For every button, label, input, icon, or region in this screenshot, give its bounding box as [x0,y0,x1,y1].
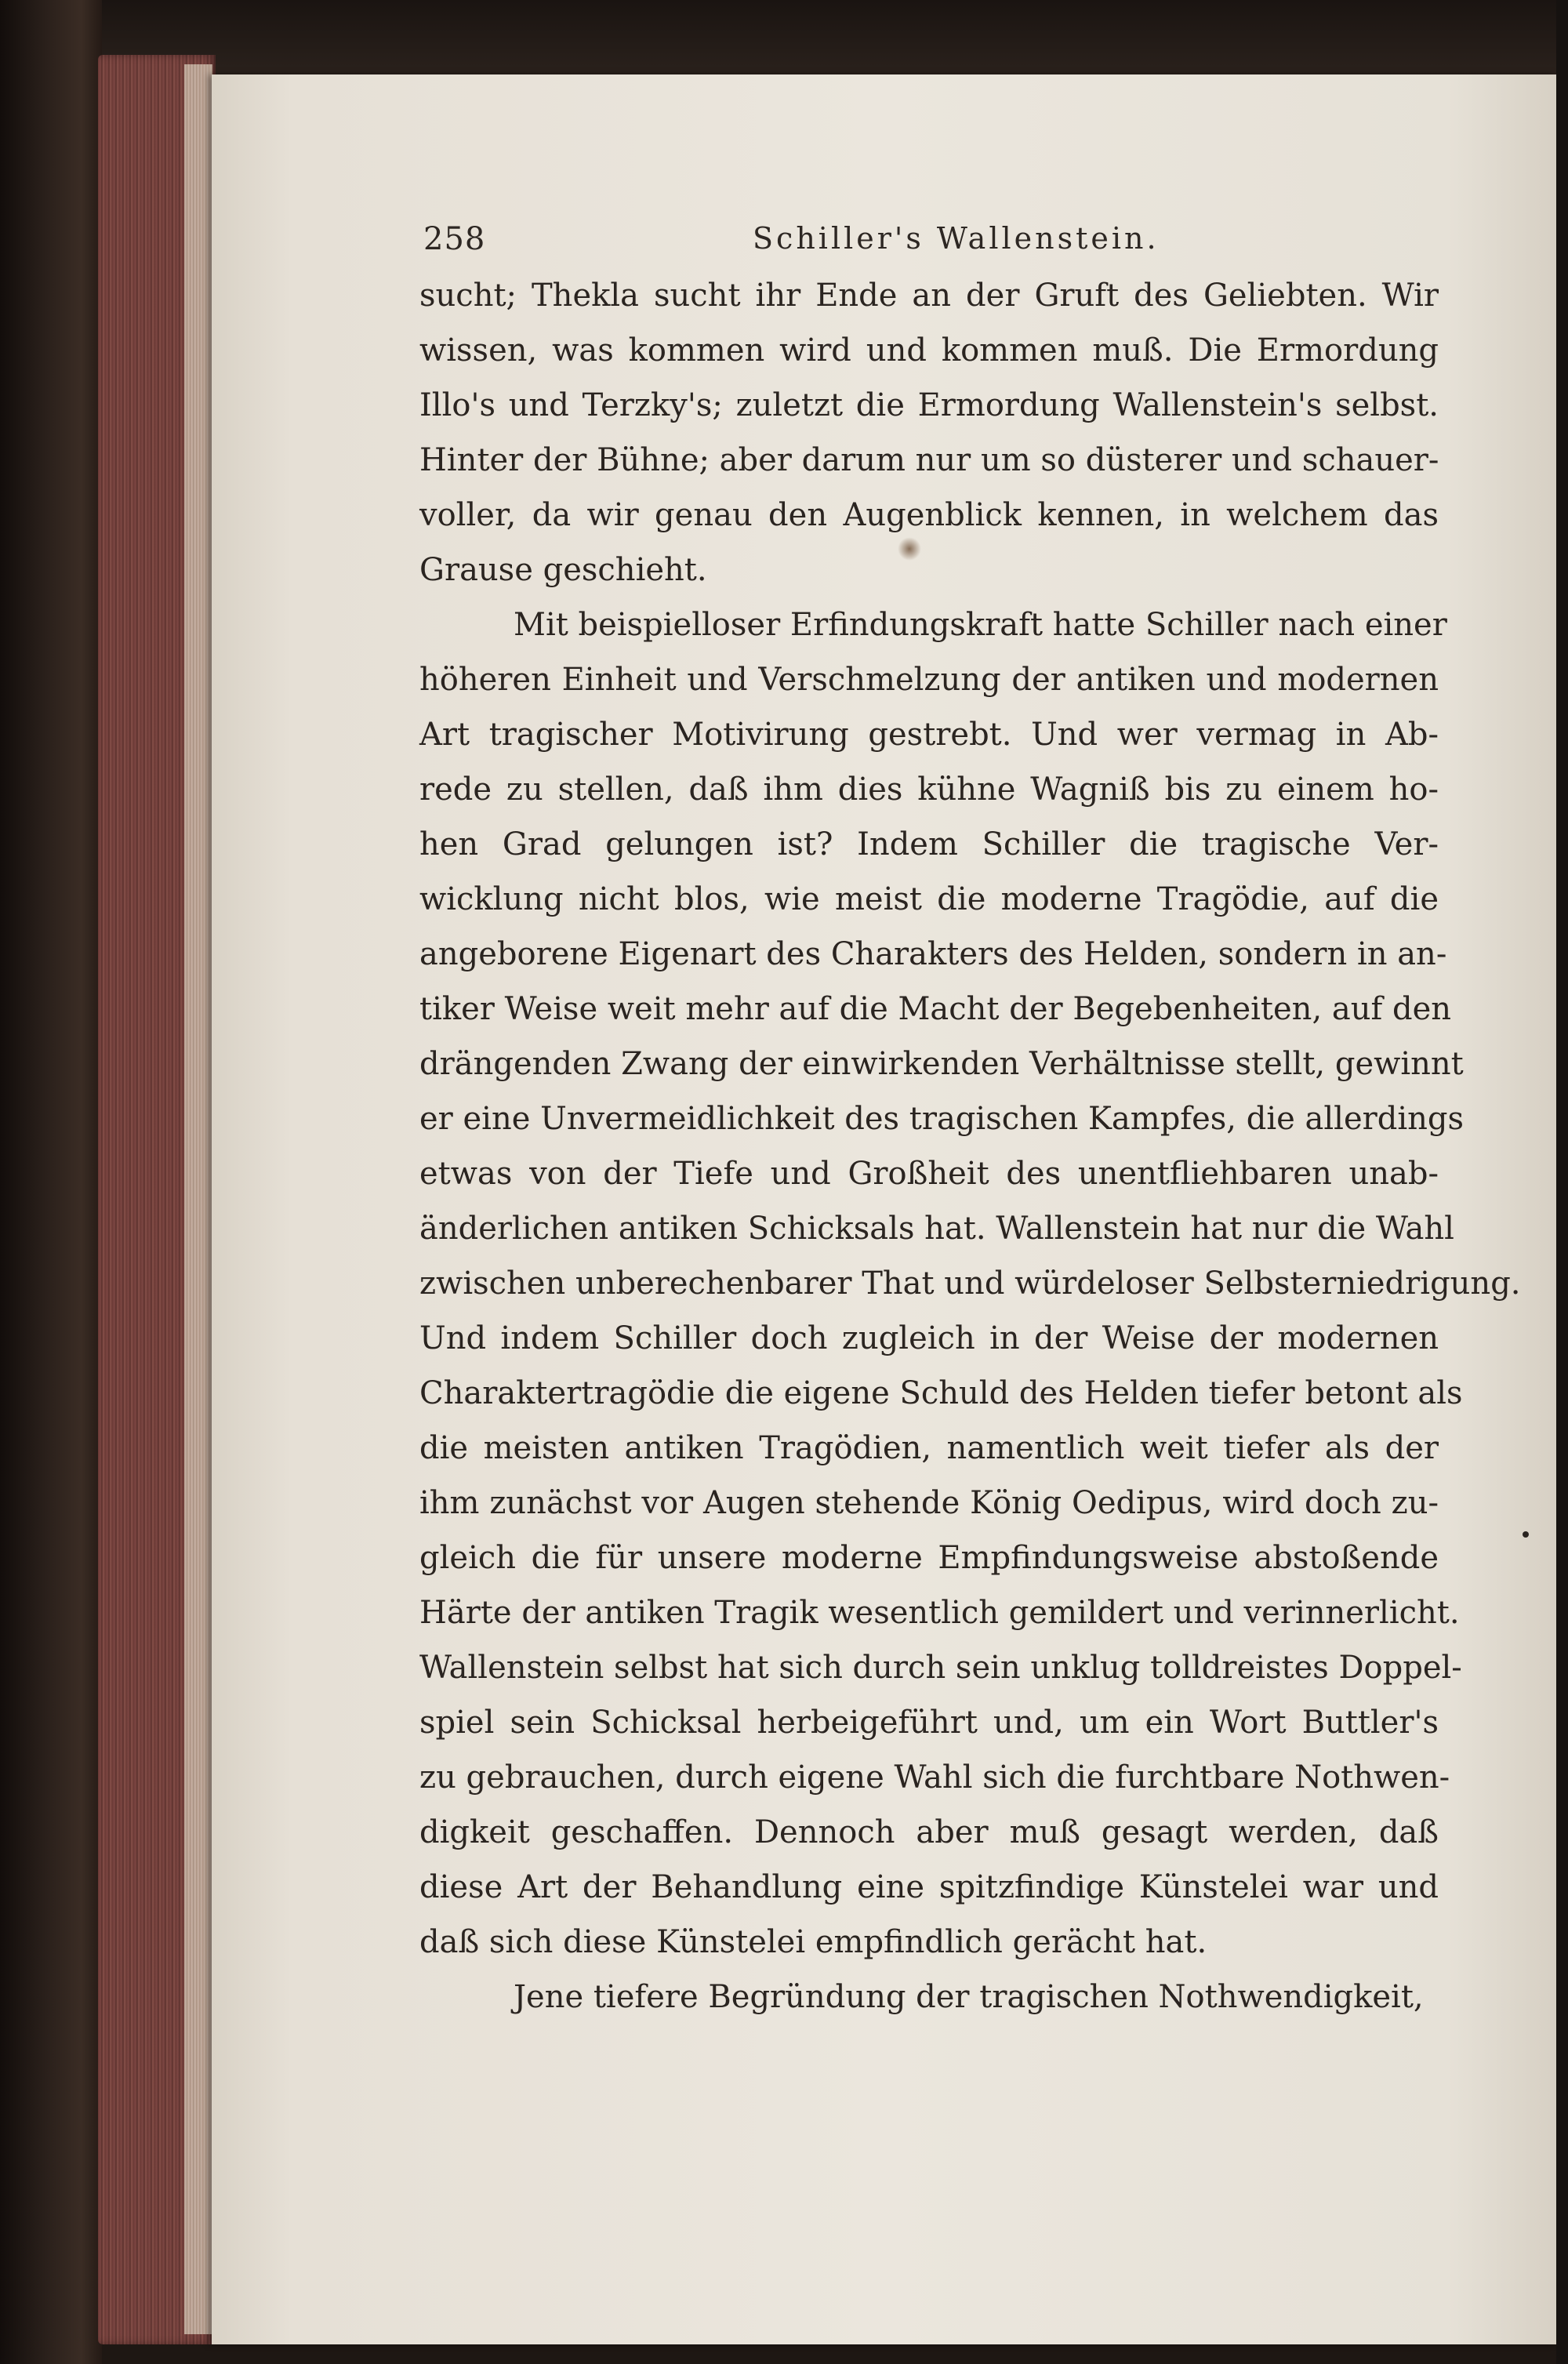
text-line: Und indem Schiller doch zugleich in der Weise der modernen [419,1320,1439,1356]
text-line: Charaktertragödie die eigene Schuld des Helden tiefer betont als [419,1375,1463,1411]
text-line: Art tragischer Motivirung gestrebt. Und wer vermag in Ab- [419,717,1439,753]
scan-background-top [102,0,1568,74]
page-number: 258 [423,221,486,257]
text-line: Illo's und Terzky's; zuletzt die Ermordung Wallenstein's selbst. [419,387,1439,423]
ink-dot [1523,1531,1529,1538]
text-line: ihm zunächst vor Augen stehende König Oedipus, wird doch zu- [419,1485,1439,1521]
text-line: höheren Einheit und Verschmelzung der antiken und modernen [419,662,1439,698]
ink-smudge [898,537,921,561]
text-line: angeborene Eigenart des Charakters des Helden, sondern in an- [419,936,1447,972]
body-text [419,268,1521,2024]
text-line: zu gebrauchen, durch eigene Wahl sich die furchtbare Nothwen- [419,1759,1450,1796]
text-line: drängenden Zwang der einwirkenden Verhältnisse stellt, gewinnt [419,1046,1464,1082]
text-line: Mit beispielloser Erfindungskraft hatte Schiller nach einer [514,607,1447,643]
text-line: Wallenstein selbst hat sich durch sein unklug tolldreistes Doppel- [419,1650,1462,1686]
scan-background-right [1556,0,1568,2364]
text-line: Hinter der Bühne; aber darum nur um so düsterer und schauer- [419,442,1439,478]
text-line: tiker Weise weit mehr auf die Macht der Begebenheiten, auf den [419,991,1452,1027]
text-line: diese Art der Behandlung eine spitzfindige Künstelei war und [419,1869,1439,1905]
text-line: Jene tiefere Begründung der tragischen Nothwendigkeit, [514,1979,1424,2015]
running-title: Schiller's Wallenstein. [753,221,1160,256]
text-line: voller, da wir genau den Augenblick kennen, in welchem das [419,497,1439,533]
text-line: änderlichen antiken Schicksals hat. Wallenstein hat nur die Wahl [419,1211,1454,1247]
text-line: er eine Unvermeidlichkeit des tragischen Kampfes, die allerdings [419,1101,1465,1137]
text-line: daß sich diese Künstelei empfindlich gerächt hat. [419,1924,1207,1960]
text-line: Härte der antiken Tragik wesentlich gemildert und verinnerlicht. [419,1595,1460,1631]
text-line: digkeit geschaffen. Dennoch aber muß gesagt werden, daß [419,1814,1439,1850]
text-line: rede zu stellen, daß ihm dies kühne Wagniß bis zu einem ho- [419,772,1439,808]
page-header [423,221,1435,268]
text-line: wicklung nicht blos, wie meist die moderne Tragödie, auf die [419,881,1439,917]
page-edges-inner [184,64,212,2334]
text-line: etwas von der Tiefe und Großheit des unentfliehbaren unab- [419,1156,1439,1192]
text-line: gleich die für unsere moderne Empfindungsweise abstoßende [419,1540,1439,1576]
text-line: wissen, was kommen wird und kommen muß. Die Ermordung [419,332,1439,369]
text-line: hen Grad gelungen ist? Indem Schiller die tragische Ver- [419,826,1439,862]
text-line: spiel sein Schicksal herbeigeführt und, um ein Wort Buttler's [419,1705,1439,1741]
book-cover-edge [0,0,102,2364]
text-line: Grause geschieht. [419,552,707,588]
text-line: die meisten antiken Tragödien, namentlich weit tiefer als der [419,1430,1439,1466]
text-line: zwischen unberechenbarer That und würdeloser Selbsterniedrigung. [419,1266,1521,1302]
text-line: sucht; Thekla sucht ihr Ende an der Gruft des Geliebten. Wir [419,278,1439,314]
